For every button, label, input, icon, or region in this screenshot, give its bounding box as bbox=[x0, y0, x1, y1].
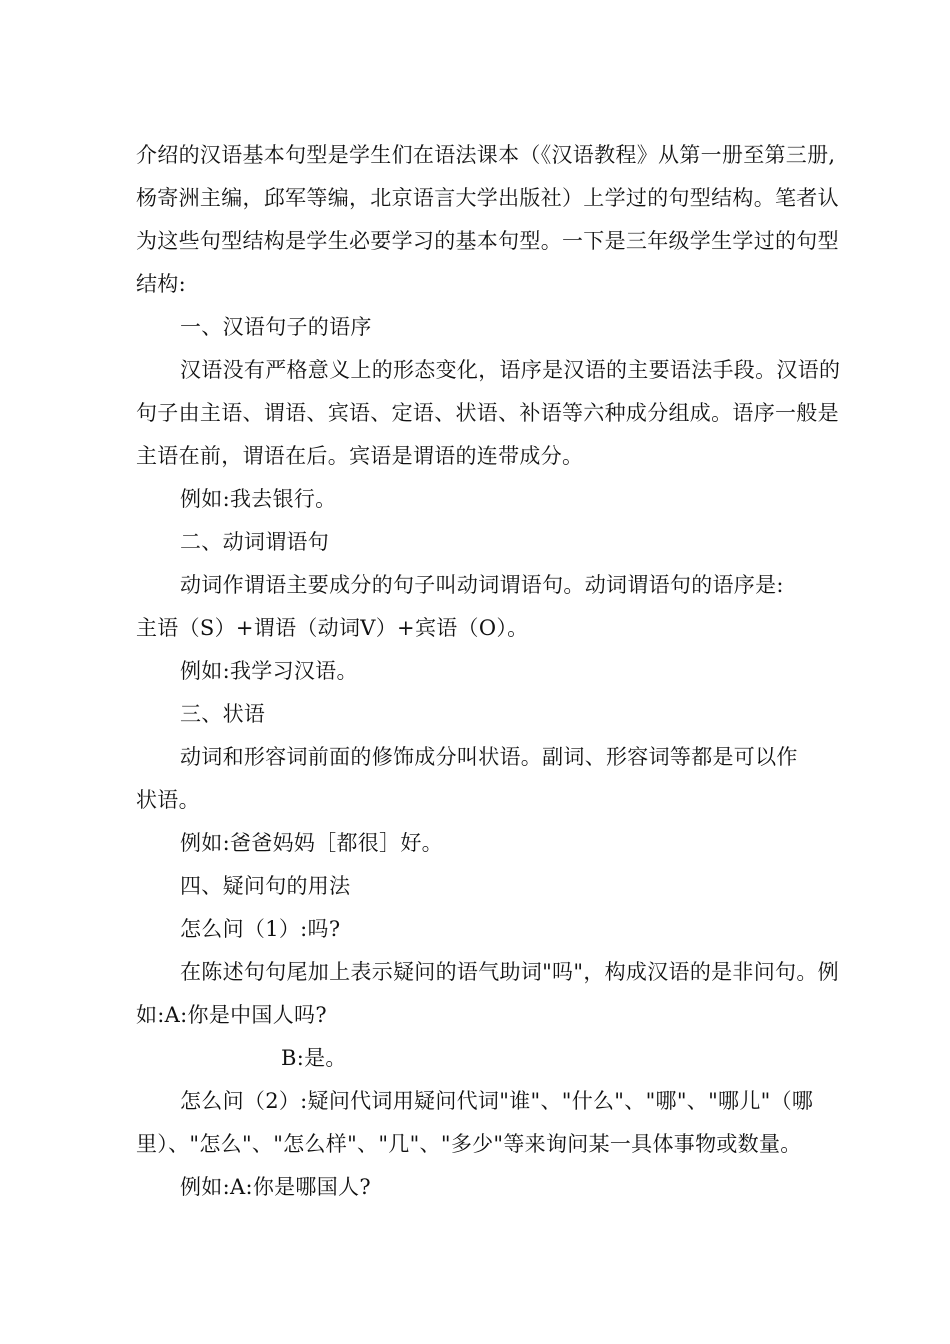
text-line: 如:A:你是中国人吗? bbox=[136, 1003, 327, 1027]
text-line: 介绍的汉语基本句型是学生们在语法课本（《汉语教程》从第一册至第三册, bbox=[136, 143, 836, 167]
text-line: 例如:我去银行。 bbox=[180, 487, 337, 511]
text-line: 结构: bbox=[136, 272, 186, 296]
text-line: 在陈述句句尾加上表示疑问的语气助词"吗"，构成汉语的是非问句。例 bbox=[180, 960, 839, 984]
text-line: 怎么问（1）:吗? bbox=[180, 917, 341, 941]
text-line: 四、疑问句的用法 bbox=[180, 874, 351, 898]
text-line: 动词作谓语主要成分的句子叫动词谓语句。动词谓语句的语序是: bbox=[180, 573, 784, 597]
text-line: 杨寄洲主编，邱军等编，北京语言大学出版社）上学过的句型结构。笔者认 bbox=[136, 186, 839, 210]
document-page bbox=[136, 134, 856, 1209]
text-line: 怎么问（2）:疑问代词用疑问代词"谁"、"什么"、"哪"、"哪儿"（哪 bbox=[180, 1089, 814, 1113]
text-line: 一、汉语句子的语序 bbox=[180, 315, 372, 339]
text-line: 动词和形容词前面的修饰成分叫状语。副词、形容词等都是可以作 bbox=[180, 745, 798, 769]
text-line: 主语在前，谓语在后。宾语是谓语的连带成分。 bbox=[136, 444, 584, 468]
text-line: 为这些句型结构是学生必要学习的基本句型。一下是三年级学生学过的句型 bbox=[136, 229, 839, 253]
text-line: 汉语没有严格意义上的形态变化，语序是汉语的主要语法手段。汉语的 bbox=[180, 358, 841, 382]
text-line: 句子由主语、谓语、宾语、定语、状语、补语等六种成分组成。语序一般是 bbox=[136, 401, 839, 425]
text-line: 例如:我学习汉语。 bbox=[180, 659, 358, 683]
text-line: 二、动词谓语句 bbox=[180, 530, 330, 554]
text-line: 例如:爸爸妈妈［都很］好。 bbox=[180, 831, 443, 855]
text-line: 例如:A:你是哪国人? bbox=[180, 1175, 371, 1199]
text-line: 三、状语 bbox=[180, 702, 266, 726]
text-line: 状语。 bbox=[136, 788, 200, 812]
text-line: 里）、"怎么"、"怎么样"、"几"、"多少"等来询问某一具体事物或数量。 bbox=[136, 1132, 802, 1156]
text-line: B:是。 bbox=[281, 1046, 347, 1070]
text-line: 主语（S）+谓语（动词V）+宾语（O）。 bbox=[136, 616, 529, 640]
